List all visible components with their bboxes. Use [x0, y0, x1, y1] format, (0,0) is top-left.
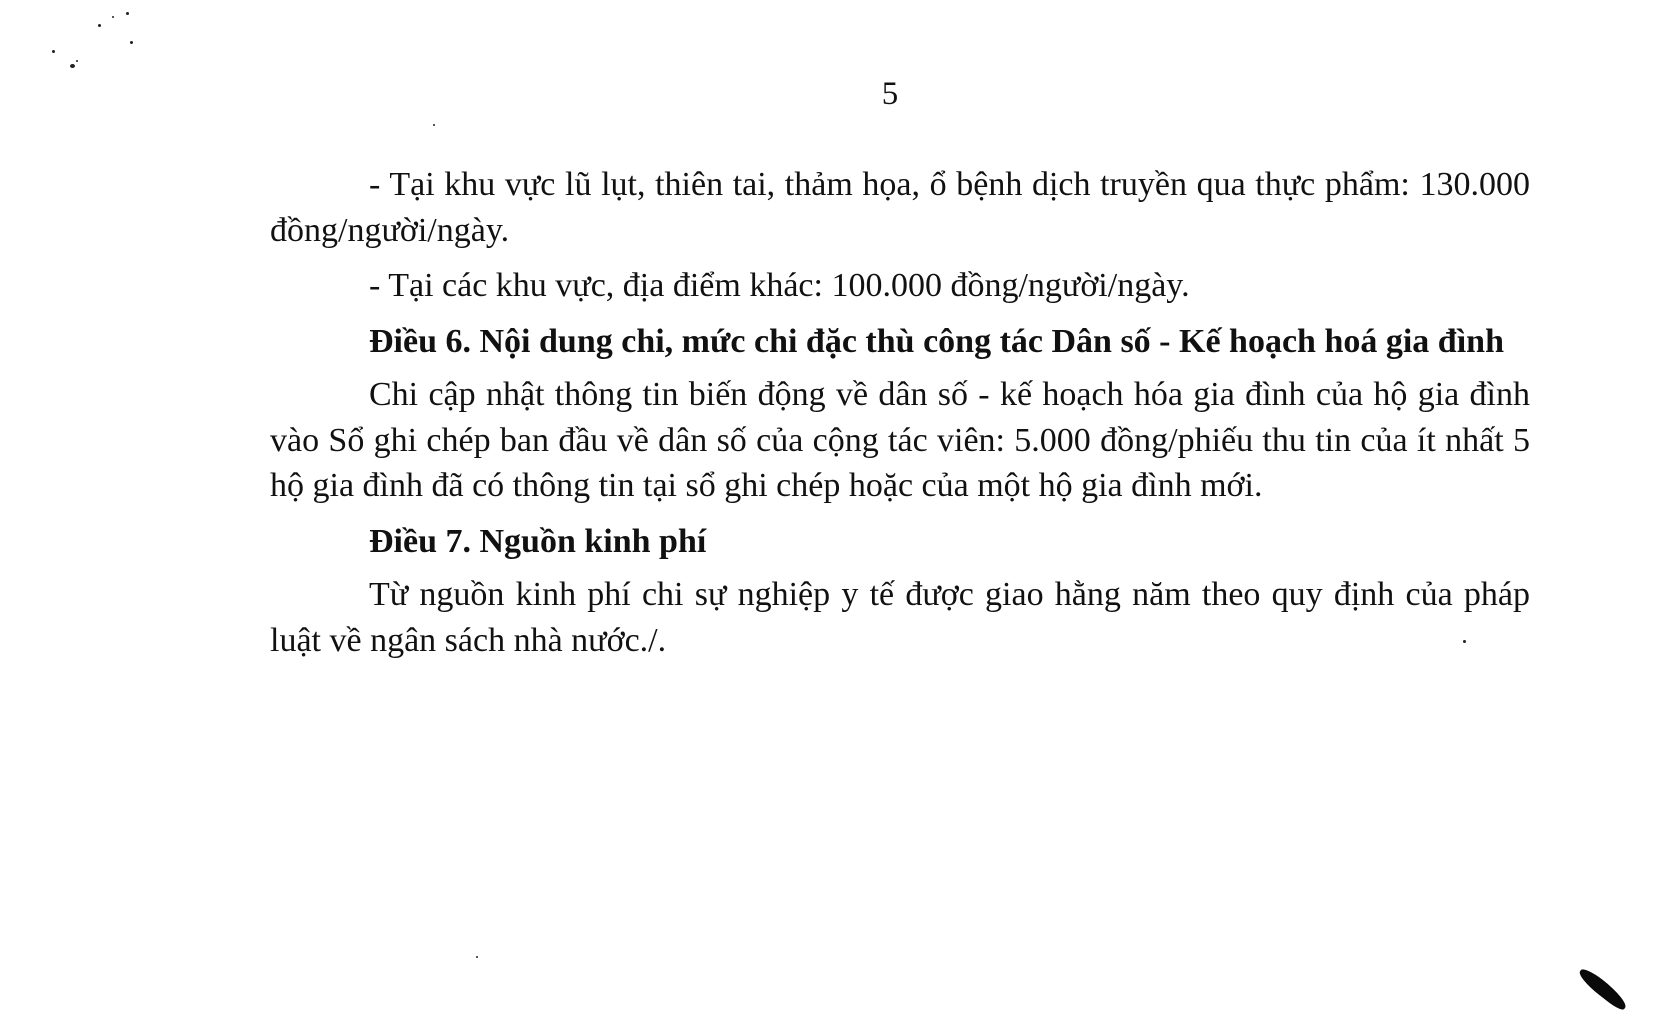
- scan-speck: [70, 64, 75, 68]
- paragraph-other-area-rate: - Tại các khu vực, địa điểm khác: 100.000 đồng/người/ngày.: [369, 267, 1190, 304]
- scan-ink-mark: [1576, 966, 1630, 1012]
- scan-speck: [1463, 640, 1466, 643]
- article-7-body: Từ nguồn kinh phí chi sự nghiệp y tế được giao hằng năm theo quy định của pháp luật về ngân sách nhà nước./.: [270, 576, 1530, 659]
- scan-speck: [126, 12, 129, 15]
- article-6-heading: Điều 6. Nội dung chi, mức chi đặc thù công tác Dân số - Kế hoạch hoá gia đình: [369, 322, 1504, 360]
- page-number: 5: [881, 76, 899, 112]
- scan-speck: [52, 50, 55, 53]
- paragraph-flood-area-rate: - Tại khu vực lũ lụt, thiên tai, thảm họa, ổ bệnh dịch truyền qua thực phẩm: 130.000 đồng/người/ngày.: [270, 166, 1530, 249]
- scan-speck: [433, 124, 435, 126]
- article-7-heading: Điều 7. Nguồn kinh phí: [369, 522, 707, 560]
- scan-speck: [98, 24, 101, 27]
- scan-speck: [476, 956, 478, 958]
- scan-speck: [130, 41, 133, 44]
- scan-speck: [112, 16, 114, 18]
- article-6-body: Chi cập nhật thông tin biến động về dân số - kế hoạch hóa gia đình của hộ gia đình vào Sổ ghi chép ban đầu về dân số của cộng tác viên: 5.000 đồng/phiếu thu tin của ít nhất 5 hộ gia đình đã có thông tin tại sổ ghi chép hoặc của một hộ gia đình mới.: [270, 376, 1530, 504]
- scan-speck: [76, 60, 78, 62]
- document-body: [270, 162, 1530, 673]
